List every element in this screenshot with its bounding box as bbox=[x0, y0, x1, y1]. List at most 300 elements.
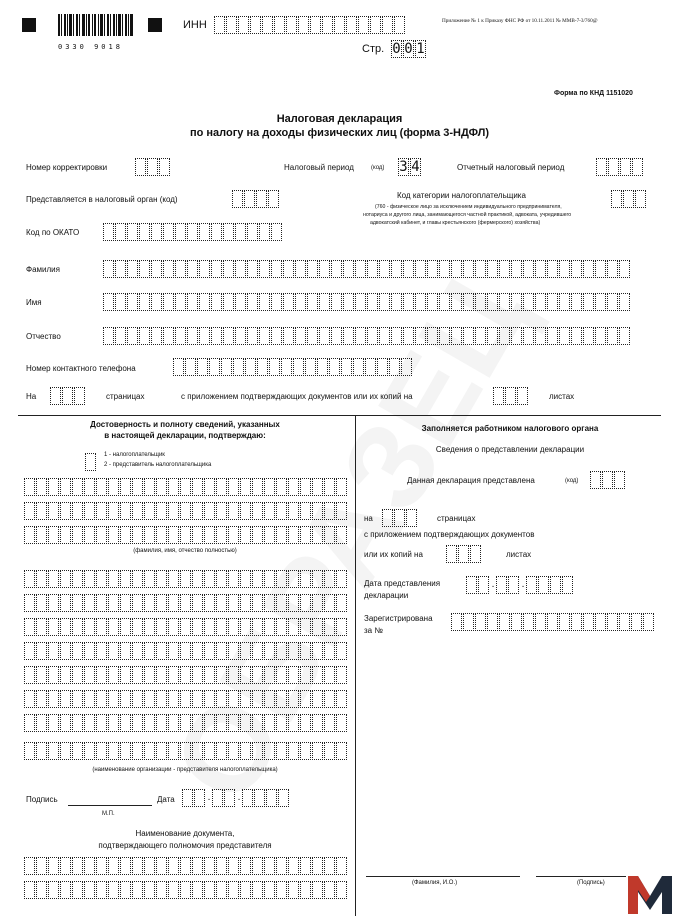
input-cell[interactable] bbox=[245, 358, 256, 376]
input-cell[interactable] bbox=[187, 327, 198, 345]
input-cell[interactable] bbox=[216, 642, 227, 660]
input-cell[interactable] bbox=[139, 260, 150, 278]
input-cell[interactable] bbox=[324, 742, 335, 760]
page-number-cells[interactable] bbox=[391, 40, 427, 58]
input-cell[interactable] bbox=[132, 570, 143, 588]
tax-period-cells[interactable] bbox=[398, 158, 422, 176]
input-cell[interactable] bbox=[324, 857, 335, 875]
input-cell[interactable] bbox=[36, 690, 47, 708]
input-cell[interactable] bbox=[607, 260, 618, 278]
input-cell[interactable] bbox=[212, 789, 223, 807]
input-cell[interactable] bbox=[300, 690, 311, 708]
input-cell[interactable] bbox=[336, 594, 347, 612]
input-cell[interactable] bbox=[156, 857, 167, 875]
input-cell[interactable] bbox=[96, 594, 107, 612]
input-cell[interactable] bbox=[264, 857, 275, 875]
input-cell[interactable] bbox=[168, 714, 179, 732]
input-cell[interactable] bbox=[523, 613, 534, 631]
input-cell[interactable] bbox=[264, 502, 275, 520]
name-cells[interactable] bbox=[103, 293, 631, 311]
input-cell[interactable] bbox=[240, 526, 251, 544]
input-cell[interactable] bbox=[144, 881, 155, 899]
input-cell[interactable] bbox=[139, 327, 150, 345]
input-cell[interactable] bbox=[108, 666, 119, 684]
input-cell[interactable] bbox=[538, 576, 549, 594]
input-cell[interactable] bbox=[571, 327, 582, 345]
input-cell[interactable] bbox=[379, 260, 390, 278]
input-cell[interactable] bbox=[336, 742, 347, 760]
input-cell[interactable] bbox=[72, 502, 83, 520]
input-cell[interactable] bbox=[163, 260, 174, 278]
input-cell[interactable] bbox=[221, 358, 232, 376]
input-cell[interactable] bbox=[180, 642, 191, 660]
input-cell[interactable] bbox=[72, 594, 83, 612]
input-cell[interactable] bbox=[276, 881, 287, 899]
input-cell[interactable] bbox=[96, 570, 107, 588]
input-cell[interactable] bbox=[192, 742, 203, 760]
input-cell[interactable] bbox=[583, 613, 594, 631]
input-cell[interactable] bbox=[336, 690, 347, 708]
input-cell[interactable] bbox=[242, 789, 253, 807]
input-cell[interactable] bbox=[36, 666, 47, 684]
input-cell[interactable] bbox=[144, 690, 155, 708]
input-cell[interactable] bbox=[84, 881, 95, 899]
input-cell[interactable] bbox=[156, 618, 167, 636]
input-cell[interactable] bbox=[331, 260, 342, 278]
input-cell[interactable] bbox=[168, 502, 179, 520]
input-cell[interactable] bbox=[120, 714, 131, 732]
input-cell[interactable] bbox=[228, 714, 239, 732]
input-cell[interactable] bbox=[288, 857, 299, 875]
input-cell[interactable] bbox=[151, 293, 162, 311]
input-cell[interactable] bbox=[322, 16, 333, 34]
input-cell[interactable] bbox=[268, 190, 279, 208]
input-cell[interactable] bbox=[199, 260, 210, 278]
input-cell[interactable] bbox=[48, 666, 59, 684]
input-cell[interactable] bbox=[247, 223, 258, 241]
input-cell[interactable] bbox=[571, 613, 582, 631]
input-cell[interactable] bbox=[623, 190, 634, 208]
input-cell[interactable] bbox=[24, 714, 35, 732]
input-cell[interactable] bbox=[312, 881, 323, 899]
input-cell[interactable] bbox=[276, 714, 287, 732]
input-cell[interactable] bbox=[463, 613, 474, 631]
input-cell[interactable] bbox=[24, 666, 35, 684]
input-cell[interactable] bbox=[288, 570, 299, 588]
input-cell[interactable] bbox=[120, 594, 131, 612]
input-cell[interactable] bbox=[192, 502, 203, 520]
input-cell[interactable] bbox=[288, 714, 299, 732]
input-cell[interactable] bbox=[199, 293, 210, 311]
input-cell[interactable] bbox=[631, 613, 642, 631]
input-cell[interactable] bbox=[228, 478, 239, 496]
input-cell[interactable] bbox=[367, 327, 378, 345]
input-cell[interactable] bbox=[108, 618, 119, 636]
input-cell[interactable] bbox=[264, 666, 275, 684]
input-cell[interactable] bbox=[173, 358, 184, 376]
input-cell[interactable] bbox=[305, 358, 316, 376]
input-cell[interactable] bbox=[72, 857, 83, 875]
input-cell[interactable] bbox=[96, 690, 107, 708]
input-cell[interactable] bbox=[96, 666, 107, 684]
input-cell[interactable] bbox=[336, 714, 347, 732]
input-cell[interactable] bbox=[240, 690, 251, 708]
input-cell[interactable] bbox=[590, 471, 601, 489]
input-cell[interactable] bbox=[324, 690, 335, 708]
input-cell[interactable] bbox=[132, 502, 143, 520]
input-cell[interactable] bbox=[295, 260, 306, 278]
input-cell[interactable]: 3 bbox=[399, 159, 408, 175]
input-cell[interactable] bbox=[115, 260, 126, 278]
input-cell[interactable] bbox=[319, 327, 330, 345]
input-cell[interactable] bbox=[240, 642, 251, 660]
input-cell[interactable] bbox=[517, 387, 528, 405]
input-cell[interactable] bbox=[288, 690, 299, 708]
input-cell[interactable] bbox=[209, 358, 220, 376]
input-cell[interactable] bbox=[240, 881, 251, 899]
input-cell[interactable] bbox=[96, 478, 107, 496]
sign-date-cells[interactable] bbox=[182, 789, 290, 807]
input-cell[interactable] bbox=[72, 714, 83, 732]
input-cell[interactable] bbox=[254, 789, 265, 807]
input-cell[interactable] bbox=[180, 502, 191, 520]
input-cell[interactable] bbox=[187, 293, 198, 311]
input-cell[interactable] bbox=[619, 613, 630, 631]
input-cell[interactable] bbox=[163, 293, 174, 311]
input-cell[interactable] bbox=[583, 260, 594, 278]
input-cell[interactable] bbox=[187, 223, 198, 241]
input-cell[interactable] bbox=[523, 260, 534, 278]
input-cell[interactable] bbox=[115, 327, 126, 345]
input-cell[interactable] bbox=[583, 293, 594, 311]
input-cell[interactable] bbox=[240, 714, 251, 732]
input-cell[interactable] bbox=[144, 526, 155, 544]
input-cell[interactable] bbox=[235, 327, 246, 345]
input-cell[interactable] bbox=[324, 594, 335, 612]
input-cell[interactable] bbox=[144, 666, 155, 684]
input-cell[interactable] bbox=[132, 618, 143, 636]
input-cell[interactable] bbox=[60, 570, 71, 588]
signer-fio-cells[interactable] bbox=[24, 526, 348, 544]
input-cell[interactable] bbox=[288, 742, 299, 760]
input-cell[interactable] bbox=[180, 666, 191, 684]
input-cell[interactable] bbox=[264, 570, 275, 588]
input-cell[interactable] bbox=[132, 742, 143, 760]
input-cell[interactable] bbox=[156, 642, 167, 660]
input-cell[interactable] bbox=[288, 526, 299, 544]
input-cell[interactable] bbox=[24, 642, 35, 660]
input-cell[interactable] bbox=[475, 260, 486, 278]
input-cell[interactable] bbox=[252, 714, 263, 732]
input-cell[interactable] bbox=[446, 545, 457, 563]
input-cell[interactable] bbox=[185, 358, 196, 376]
input-cell[interactable] bbox=[50, 387, 61, 405]
input-cell[interactable] bbox=[535, 613, 546, 631]
document-cells[interactable] bbox=[24, 881, 348, 899]
input-cell[interactable] bbox=[511, 260, 522, 278]
input-cell[interactable] bbox=[192, 690, 203, 708]
input-cell[interactable] bbox=[358, 16, 369, 34]
input-cell[interactable] bbox=[168, 526, 179, 544]
input-cell[interactable] bbox=[156, 666, 167, 684]
input-cell[interactable] bbox=[24, 526, 35, 544]
input-cell[interactable] bbox=[619, 327, 630, 345]
input-cell[interactable] bbox=[252, 642, 263, 660]
input-cell[interactable] bbox=[199, 223, 210, 241]
input-cell[interactable] bbox=[511, 613, 522, 631]
input-cell[interactable] bbox=[312, 478, 323, 496]
input-cell[interactable] bbox=[300, 526, 311, 544]
input-cell[interactable] bbox=[103, 223, 114, 241]
input-cell[interactable] bbox=[120, 881, 131, 899]
input-cell[interactable] bbox=[300, 642, 311, 660]
input-cell[interactable]: 0 bbox=[392, 41, 401, 57]
input-cell[interactable] bbox=[595, 327, 606, 345]
org-name-cells[interactable] bbox=[24, 642, 348, 660]
input-cell[interactable] bbox=[331, 327, 342, 345]
input-cell[interactable] bbox=[288, 478, 299, 496]
input-cell[interactable] bbox=[226, 16, 237, 34]
input-cell[interactable] bbox=[192, 526, 203, 544]
input-cell[interactable] bbox=[168, 642, 179, 660]
input-cell[interactable] bbox=[559, 260, 570, 278]
input-cell[interactable] bbox=[168, 881, 179, 899]
input-cell[interactable] bbox=[60, 478, 71, 496]
input-cell[interactable] bbox=[288, 502, 299, 520]
input-cell[interactable] bbox=[132, 478, 143, 496]
org-name-cells[interactable] bbox=[24, 714, 348, 732]
input-cell[interactable] bbox=[276, 478, 287, 496]
input-cell[interactable] bbox=[120, 642, 131, 660]
input-cell[interactable] bbox=[48, 478, 59, 496]
input-cell[interactable] bbox=[547, 293, 558, 311]
input-cell[interactable] bbox=[300, 618, 311, 636]
input-cell[interactable] bbox=[283, 293, 294, 311]
input-cell[interactable] bbox=[276, 642, 287, 660]
input-cell[interactable] bbox=[132, 526, 143, 544]
input-cell[interactable] bbox=[60, 618, 71, 636]
input-cell[interactable] bbox=[228, 666, 239, 684]
input-cell[interactable] bbox=[144, 742, 155, 760]
input-cell[interactable] bbox=[192, 618, 203, 636]
input-cell[interactable] bbox=[156, 714, 167, 732]
input-cell[interactable] bbox=[60, 594, 71, 612]
input-cell[interactable] bbox=[216, 478, 227, 496]
input-cell[interactable] bbox=[180, 570, 191, 588]
input-cell[interactable] bbox=[391, 293, 402, 311]
input-cell[interactable] bbox=[228, 570, 239, 588]
right-pages-cells[interactable] bbox=[382, 509, 418, 527]
input-cell[interactable] bbox=[144, 618, 155, 636]
input-cell[interactable] bbox=[127, 223, 138, 241]
surname-cells[interactable] bbox=[103, 260, 631, 278]
registration-number-cells[interactable] bbox=[451, 613, 655, 631]
input-cell[interactable] bbox=[156, 526, 167, 544]
input-cell[interactable] bbox=[204, 618, 215, 636]
input-cell[interactable] bbox=[235, 260, 246, 278]
input-cell[interactable] bbox=[151, 327, 162, 345]
input-cell[interactable] bbox=[163, 327, 174, 345]
input-cell[interactable] bbox=[24, 881, 35, 899]
input-cell[interactable] bbox=[343, 293, 354, 311]
input-cell[interactable]: 4 bbox=[411, 159, 420, 175]
input-cell[interactable] bbox=[228, 642, 239, 660]
input-cell[interactable] bbox=[204, 502, 215, 520]
input-cell[interactable] bbox=[192, 570, 203, 588]
input-cell[interactable] bbox=[276, 526, 287, 544]
input-cell[interactable] bbox=[60, 881, 71, 899]
input-cell[interactable] bbox=[197, 358, 208, 376]
document-cells[interactable] bbox=[24, 857, 348, 875]
input-cell[interactable] bbox=[336, 642, 347, 660]
input-cell[interactable] bbox=[620, 158, 631, 176]
inn-cells[interactable] bbox=[214, 16, 406, 34]
input-cell[interactable] bbox=[619, 260, 630, 278]
input-cell[interactable] bbox=[216, 881, 227, 899]
input-cell[interactable] bbox=[48, 881, 59, 899]
input-cell[interactable] bbox=[228, 526, 239, 544]
input-cell[interactable] bbox=[312, 742, 323, 760]
input-cell[interactable] bbox=[60, 690, 71, 708]
input-cell[interactable] bbox=[216, 690, 227, 708]
input-cell[interactable] bbox=[295, 293, 306, 311]
input-cell[interactable] bbox=[36, 742, 47, 760]
input-cell[interactable] bbox=[547, 260, 558, 278]
officer-signature-line[interactable] bbox=[536, 876, 626, 877]
input-cell[interactable] bbox=[232, 190, 243, 208]
input-cell[interactable] bbox=[336, 857, 347, 875]
submitted-code-cells[interactable] bbox=[590, 471, 626, 489]
input-cell[interactable] bbox=[252, 594, 263, 612]
input-cell[interactable] bbox=[276, 502, 287, 520]
input-cell[interactable] bbox=[168, 666, 179, 684]
input-cell[interactable] bbox=[96, 642, 107, 660]
input-cell[interactable] bbox=[175, 223, 186, 241]
input-cell[interactable] bbox=[115, 293, 126, 311]
input-cell[interactable] bbox=[324, 881, 335, 899]
input-cell[interactable] bbox=[238, 16, 249, 34]
input-cell[interactable] bbox=[84, 714, 95, 732]
input-cell[interactable] bbox=[175, 260, 186, 278]
input-cell[interactable] bbox=[108, 742, 119, 760]
input-cell[interactable] bbox=[151, 260, 162, 278]
input-cell[interactable] bbox=[283, 260, 294, 278]
input-cell[interactable] bbox=[269, 358, 280, 376]
input-cell[interactable] bbox=[247, 327, 258, 345]
input-cell[interactable] bbox=[84, 526, 95, 544]
input-cell[interactable] bbox=[324, 714, 335, 732]
input-cell[interactable] bbox=[192, 594, 203, 612]
input-cell[interactable] bbox=[496, 576, 507, 594]
input-cell[interactable] bbox=[324, 642, 335, 660]
input-cell[interactable] bbox=[204, 594, 215, 612]
input-cell[interactable] bbox=[391, 260, 402, 278]
input-cell[interactable] bbox=[108, 570, 119, 588]
input-cell[interactable] bbox=[144, 642, 155, 660]
input-cell[interactable] bbox=[60, 666, 71, 684]
input-cell[interactable] bbox=[108, 857, 119, 875]
input-cell[interactable] bbox=[312, 642, 323, 660]
input-cell[interactable] bbox=[192, 642, 203, 660]
input-cell[interactable] bbox=[252, 742, 263, 760]
input-cell[interactable] bbox=[84, 594, 95, 612]
input-cell[interactable] bbox=[257, 358, 268, 376]
input-cell[interactable] bbox=[240, 570, 251, 588]
input-cell[interactable] bbox=[370, 16, 381, 34]
input-cell[interactable] bbox=[120, 502, 131, 520]
input-cell[interactable] bbox=[108, 594, 119, 612]
org-name-cells[interactable] bbox=[24, 690, 348, 708]
input-cell[interactable] bbox=[168, 857, 179, 875]
input-cell[interactable] bbox=[168, 478, 179, 496]
input-cell[interactable] bbox=[276, 594, 287, 612]
input-cell[interactable] bbox=[300, 594, 311, 612]
input-cell[interactable] bbox=[458, 545, 469, 563]
input-cell[interactable] bbox=[135, 158, 146, 176]
input-cell[interactable] bbox=[48, 742, 59, 760]
input-cell[interactable] bbox=[108, 502, 119, 520]
input-cell[interactable] bbox=[252, 690, 263, 708]
input-cell[interactable] bbox=[180, 618, 191, 636]
input-cell[interactable] bbox=[60, 714, 71, 732]
input-cell[interactable] bbox=[341, 358, 352, 376]
input-cell[interactable] bbox=[223, 327, 234, 345]
input-cell[interactable] bbox=[266, 789, 277, 807]
input-cell[interactable] bbox=[499, 613, 510, 631]
input-cell[interactable] bbox=[216, 570, 227, 588]
input-cell[interactable] bbox=[84, 642, 95, 660]
input-cell[interactable] bbox=[264, 742, 275, 760]
input-cell[interactable] bbox=[264, 642, 275, 660]
input-cell[interactable] bbox=[216, 666, 227, 684]
input-cell[interactable] bbox=[312, 690, 323, 708]
input-cell[interactable] bbox=[216, 857, 227, 875]
input-cell[interactable] bbox=[204, 666, 215, 684]
input-cell[interactable] bbox=[48, 594, 59, 612]
input-cell[interactable] bbox=[244, 190, 255, 208]
input-cell[interactable] bbox=[62, 387, 73, 405]
input-cell[interactable] bbox=[643, 613, 654, 631]
input-cell[interactable] bbox=[324, 666, 335, 684]
input-cell[interactable] bbox=[168, 690, 179, 708]
input-cell[interactable] bbox=[48, 857, 59, 875]
input-cell[interactable] bbox=[132, 881, 143, 899]
input-cell[interactable] bbox=[144, 478, 155, 496]
input-cell[interactable] bbox=[192, 666, 203, 684]
signer-fio-cells[interactable] bbox=[24, 478, 348, 496]
input-cell[interactable] bbox=[451, 613, 462, 631]
input-cell[interactable] bbox=[24, 570, 35, 588]
input-cell[interactable] bbox=[300, 742, 311, 760]
input-cell[interactable] bbox=[199, 327, 210, 345]
input-cell[interactable] bbox=[24, 478, 35, 496]
submission-date-cells[interactable] bbox=[466, 576, 574, 594]
input-cell[interactable] bbox=[103, 327, 114, 345]
input-cell[interactable] bbox=[343, 327, 354, 345]
input-cell[interactable] bbox=[247, 293, 258, 311]
input-cell[interactable] bbox=[355, 293, 366, 311]
input-cell[interactable] bbox=[535, 293, 546, 311]
input-cell[interactable] bbox=[607, 613, 618, 631]
input-cell[interactable] bbox=[611, 190, 622, 208]
input-cell[interactable] bbox=[132, 690, 143, 708]
input-cell[interactable] bbox=[300, 666, 311, 684]
input-cell[interactable] bbox=[127, 327, 138, 345]
input-cell[interactable] bbox=[300, 857, 311, 875]
input-cell[interactable] bbox=[547, 613, 558, 631]
input-cell[interactable] bbox=[180, 526, 191, 544]
input-cell[interactable] bbox=[216, 594, 227, 612]
